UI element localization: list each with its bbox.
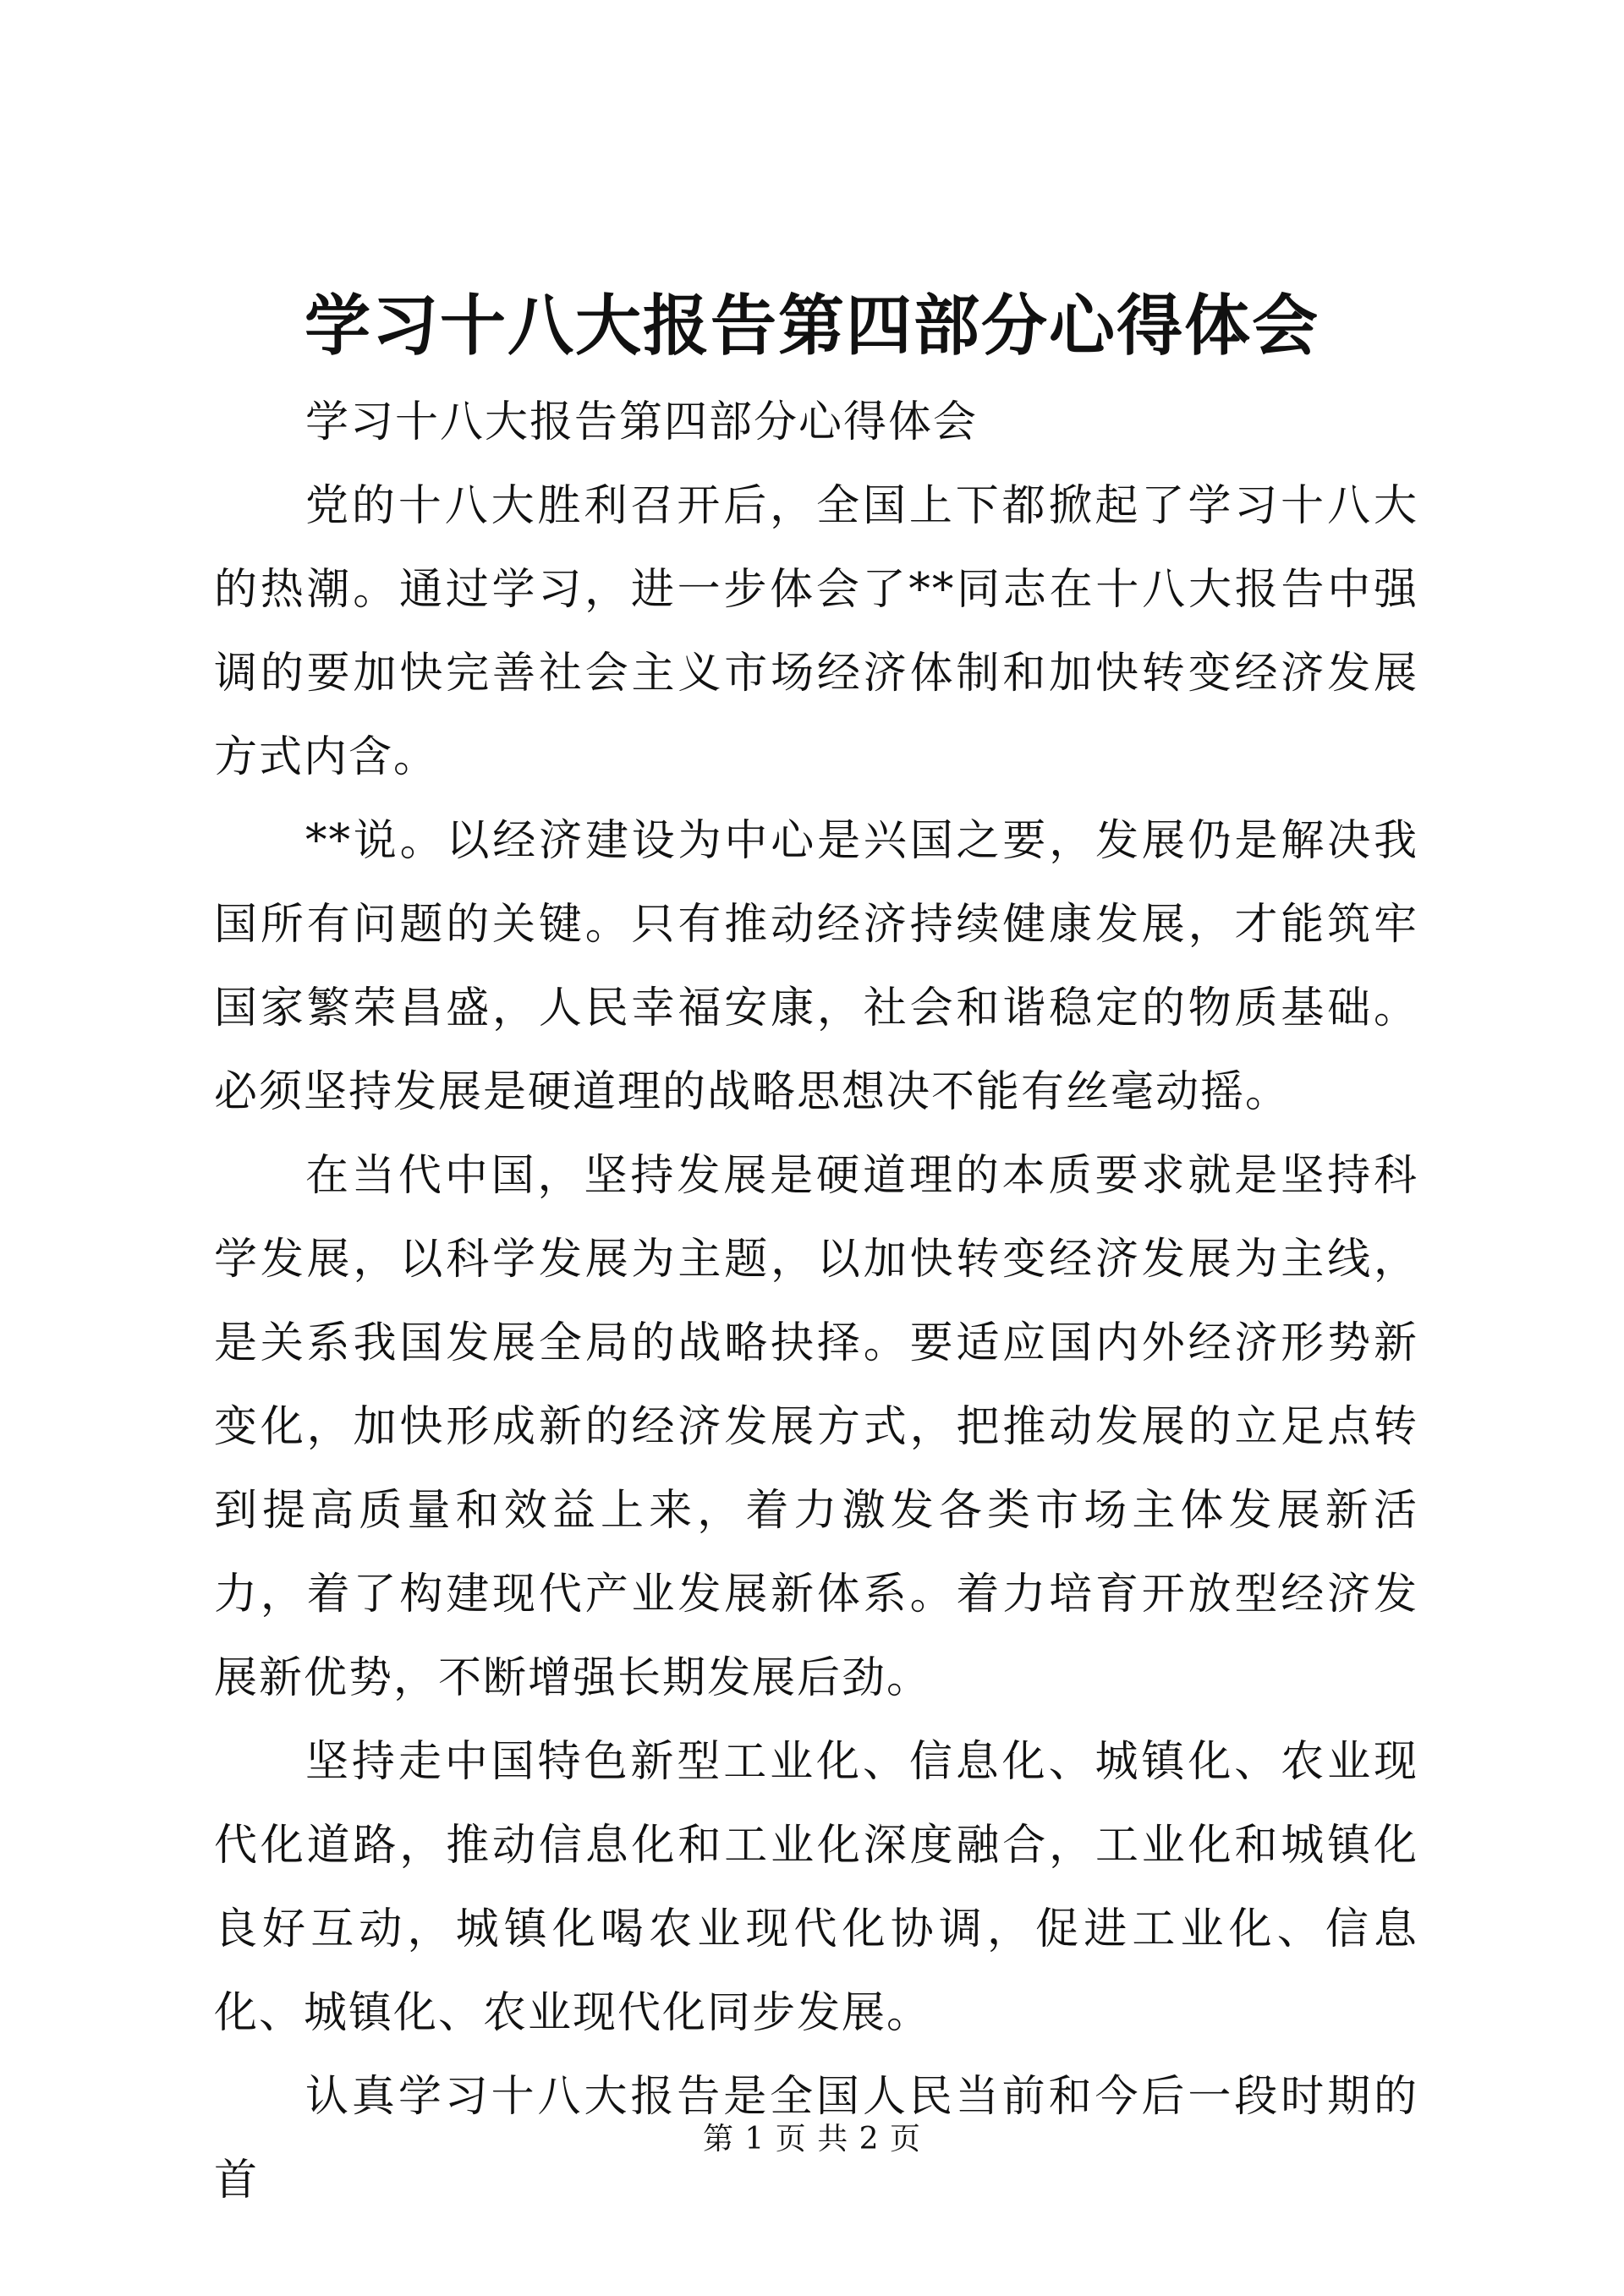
paragraph: 认真学习十八大报告是全国人民当前和今后一段时期的首 (214, 2072, 1418, 2206)
document-body (214, 381, 1418, 2222)
paragraph-subtitle: 学习十八大报告第四部分心得体会 (305, 397, 979, 447)
paragraph: 在当代中国，坚持发展是硬道理的本质要求就是坚持科学发展，以科学发展为主题，以加快转变经济发展为主线，是关系我国发展全局的战略抉择。要适应国内外经济形势新变化，加快形成新的经济发展方式，把推动发展的立足点转到提高质量和效益上来，着力激发各类市场主体发展新活力，着了构建现代产业发展新体系。着力培育开放型经济发展新优势，不断增强长期发展后劲。 (214, 1151, 1418, 1703)
paragraph: **说。以经济建设为中心是兴国之要，发展仍是解决我国所有问题的关键。只有推动经济持续健康发展，才能筑牢国家繁荣昌盛，人民幸福安康，社会和谐稳定的物质基础。必须坚持发展是硬道理的战略思想决不能有丝毫动摇。 (214, 816, 1418, 1117)
document-title: 学习十八大报告第四部分心得体会 (304, 288, 1320, 364)
paragraph: 党的十八大胜利召开后，全国上下都掀起了学习十八大的热潮。通过学习，进一步体会了**同志在十八大报告中强调的要加快完善社会主义市场经济体制和加快转变经济发展方式内含。 (214, 481, 1418, 782)
paragraph: 坚持走中国特色新型工业化、信息化、城镇化、农业现代化道路，推动信息化和工业化深度融合，工业化和城镇化良好互动，城镇化喝农业现代化协调，促进工业化、信息化、城镇化、农业现代化同步发展。 (214, 1737, 1418, 2038)
page-footer: 第 1 页 共 2 页 (702, 2122, 922, 2156)
